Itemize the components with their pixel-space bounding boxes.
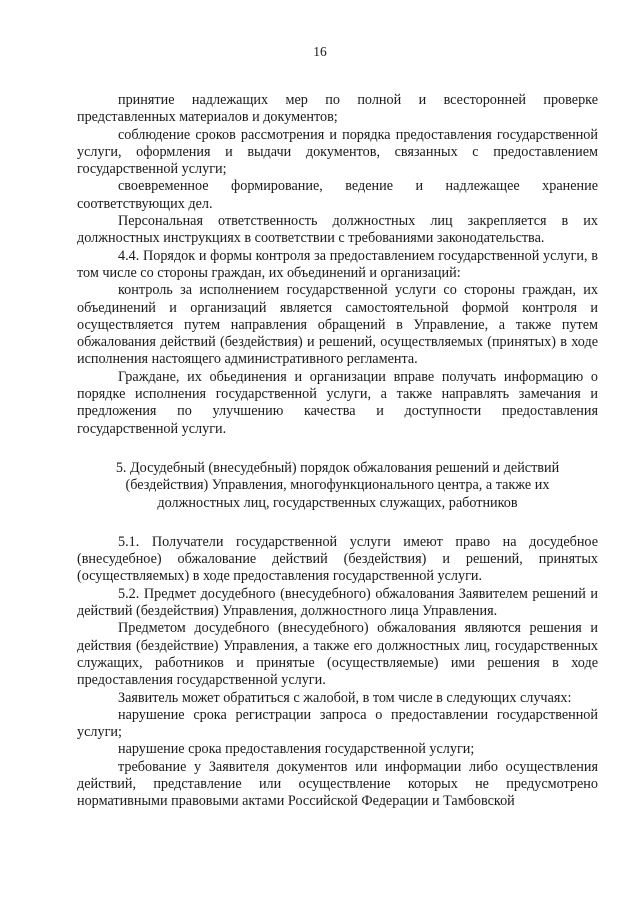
section-heading-line: 5. Досудебный (внесудебный) порядок обжалования решений и действий bbox=[115, 459, 560, 476]
paragraph: 5.1. Получатели государственной услуги имеют право на досудебное (внесудебное) обжалование действий (бездействия) и решений, принятых (осуществляемых) в ходе предоставления государственной услуги. bbox=[77, 533, 598, 585]
paragraph: принятие надлежащих мер по полной и всесторонней проверке представленных материалов и документов; bbox=[77, 92, 598, 126]
paragraph: требование у Заявителя документов или информации либо осуществления действий, представление или осуществление которых не предусмотрено нормативными правовыми актами Российской Федерации и Тамбовской bbox=[77, 758, 598, 810]
paragraph: соблюдение сроков рассмотрения и порядка предоставления государственной услуги, оформления и выдачи документов, связанных с предоставлением государственной услуги; bbox=[77, 126, 598, 178]
paragraph: 5.2. Предмет досудебного (внесудебного) обжалования Заявителем решений и действий (бездействия) Управления, должностного лица Управления. bbox=[77, 585, 598, 620]
document-body bbox=[77, 92, 598, 811]
paragraph: Заявитель может обратиться с жалобой, в том числе в следующих случаях: bbox=[118, 689, 572, 706]
section-heading bbox=[77, 460, 598, 512]
paragraph: нарушение срока предоставления государственной услуги; bbox=[118, 741, 475, 758]
paragraph: Персональная ответственность должностных лиц закрепляется в их должностных инструкциях в соответствии с требованиями законодательства. bbox=[77, 213, 598, 247]
paragraph: нарушение срока регистрации запроса о предоставлении государственной услуги; bbox=[77, 706, 598, 741]
paragraph: 4.4. Порядок и формы контроля за предоставлением государственной услуги, в том числе со стороны граждан, их объединений и организаций: bbox=[77, 247, 598, 281]
page-number: 16 bbox=[313, 44, 327, 59]
paragraph: Предметом досудебного (внесудебного) обжалования являются решения и действия (бездействие) Управления, а также его должностных лиц, государственных служащих, работников и принятые (осуществляемые) ими решения в ходе предоставления государственной услуги. bbox=[77, 620, 598, 689]
paragraph: своевременное формирование, ведение и надлежащее хранение соответствующих дел. bbox=[77, 178, 598, 212]
section-heading-line: (бездействия) Управления, многофункционального центра, а также их bbox=[125, 477, 550, 494]
section-heading-line: должностных лиц, государственных служащих, работников bbox=[157, 494, 518, 511]
paragraph: Граждане, их обьединения и организации вправе получать информацию о порядке исполнения государственной услуги, а также направлять замечания и предложения по улучшению качества и доступности предоставления государственной услуги. bbox=[77, 368, 598, 437]
paragraph: контроль за исполнением государственной услуги со стороны граждан, их объединений и организаций является самостоятельной формой контроля и осуществляется путем направления обращений в Управление, а также путем обжалования действий (бездействия) и решений, осуществляемых (принятых) в ходе исполнения настоящего административного регламента. bbox=[77, 282, 598, 368]
